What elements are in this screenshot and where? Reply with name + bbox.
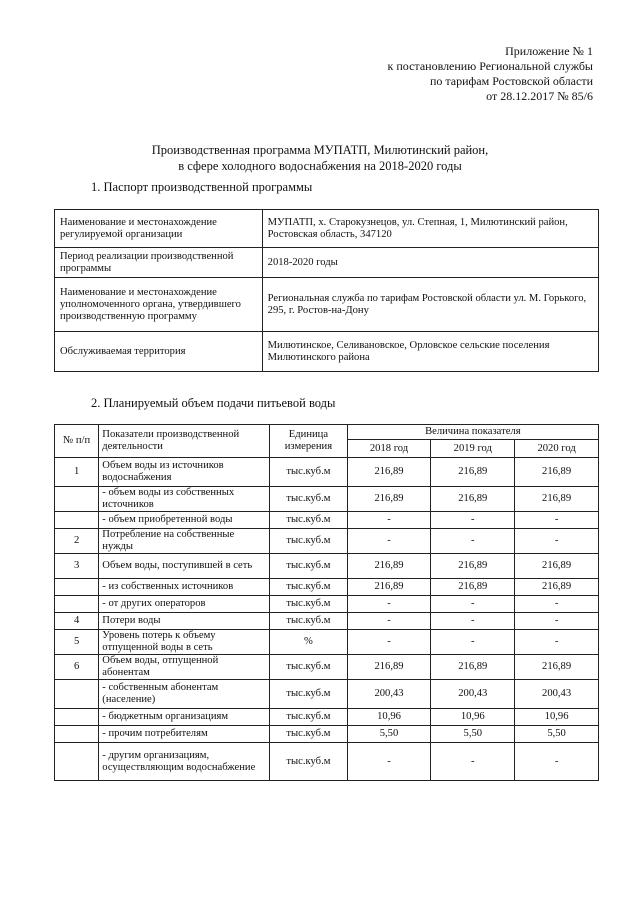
row-indicator: - от других операторов [99, 596, 270, 613]
row-value: 10,96 [431, 709, 515, 726]
row-unit: тыс.куб.м [270, 613, 347, 630]
title-line-2: в сфере холодного водоснабжения на 2018-2020 годы [178, 159, 462, 173]
row-unit: тыс.куб.м [270, 579, 347, 596]
table-row [55, 613, 599, 630]
row-value: - [431, 596, 515, 613]
col-header-unit: Единица измерения [270, 425, 347, 458]
row-value: - [347, 512, 431, 529]
row-number [55, 512, 99, 529]
col-header-num: № п/п [55, 425, 99, 458]
row-value: - [347, 613, 431, 630]
row-indicator: - собственным абонентам (население) [99, 680, 270, 709]
row-value: 216,89 [347, 554, 431, 579]
row-number [55, 726, 99, 743]
row-indicator: Потребление на собственные нужды [99, 529, 270, 554]
table-row [55, 596, 599, 613]
table-row [55, 554, 599, 579]
row-value: - [431, 512, 515, 529]
row-unit: % [270, 630, 347, 655]
row-value: - [515, 743, 599, 781]
row-number [55, 579, 99, 596]
table-row [55, 512, 599, 529]
passport-table [54, 209, 599, 372]
row-value: - [431, 630, 515, 655]
row-value: 216,89 [515, 655, 599, 680]
row-unit: тыс.куб.м [270, 458, 347, 487]
appendix-header [388, 44, 593, 104]
row-value: - [347, 630, 431, 655]
row-unit: тыс.куб.м [270, 487, 347, 512]
row-value: - [431, 743, 515, 781]
row-unit: тыс.куб.м [270, 709, 347, 726]
row-value: - [431, 613, 515, 630]
section-2-heading: 2. Планируемый объем подачи питьевой воды [91, 396, 336, 410]
row-indicator: - из собственных источников [99, 579, 270, 596]
row-number [55, 743, 99, 781]
row-indicator: Потери воды [99, 613, 270, 630]
row-indicator: - объем приобретенной воды [99, 512, 270, 529]
row-value: - [515, 512, 599, 529]
table-row [55, 332, 599, 372]
row-value: 5,50 [431, 726, 515, 743]
section-1-heading: 1. Паспорт производственной программы [91, 180, 313, 194]
row-indicator: Уровень потерь к объему отпущенной воды в сеть [99, 630, 270, 655]
row-indicator: - объем воды из собственных источников [99, 487, 270, 512]
row-number: 2 [55, 529, 99, 554]
table-row [55, 709, 599, 726]
table-row [55, 248, 599, 278]
row-indicator: Объем воды, отпущенной абонентам [99, 655, 270, 680]
row-unit: тыс.куб.м [270, 512, 347, 529]
row-number: 1 [55, 458, 99, 487]
row-value: 216,89 [515, 579, 599, 596]
passport-value: 2018-2020 годы [262, 248, 598, 278]
row-value: - [431, 529, 515, 554]
row-value: 216,89 [515, 487, 599, 512]
row-number [55, 487, 99, 512]
row-value: 216,89 [431, 655, 515, 680]
passport-key: Обслуживаемая территория [55, 332, 263, 372]
row-unit: тыс.куб.м [270, 655, 347, 680]
row-indicator: - прочим потребителям [99, 726, 270, 743]
row-value: 5,50 [515, 726, 599, 743]
row-value: 216,89 [347, 458, 431, 487]
row-value: - [515, 613, 599, 630]
passport-key: Период реализации производственной программы [55, 248, 263, 278]
row-number: 4 [55, 613, 99, 630]
table-row [55, 655, 599, 680]
row-unit: тыс.куб.м [270, 554, 347, 579]
row-value: 216,89 [347, 655, 431, 680]
table-header-row [55, 425, 599, 440]
row-value: 200,43 [431, 680, 515, 709]
row-value: 200,43 [515, 680, 599, 709]
row-value: 216,89 [515, 554, 599, 579]
table-row [55, 680, 599, 709]
row-value: - [347, 743, 431, 781]
row-unit: тыс.куб.м [270, 680, 347, 709]
row-value: - [515, 630, 599, 655]
title-line-1: Производственная программа МУПАТП, Милютинский район, [151, 143, 489, 157]
appendix-line: к постановлению Региональной службы [387, 59, 593, 73]
col-header-year: 2020 год [515, 440, 599, 458]
row-indicator: Объем воды из источников водоснабжения [99, 458, 270, 487]
appendix-line: Приложение № 1 [505, 44, 593, 58]
table-row [55, 487, 599, 512]
row-number [55, 680, 99, 709]
table-row [55, 743, 599, 781]
row-unit: тыс.куб.м [270, 743, 347, 781]
row-value: 216,89 [431, 458, 515, 487]
col-header-group: Величина показателя [347, 425, 598, 440]
appendix-line: по тарифам Ростовской области [429, 74, 593, 88]
passport-key: Наименование и местонахождение уполномоченного органа, утвердившего производственную программу [55, 278, 263, 332]
row-value: 5,50 [347, 726, 431, 743]
row-value: 216,89 [347, 487, 431, 512]
row-value: 10,96 [515, 709, 599, 726]
table-row [55, 529, 599, 554]
row-number: 3 [55, 554, 99, 579]
col-header-year: 2018 год [347, 440, 431, 458]
row-value: 216,89 [431, 554, 515, 579]
row-indicator: Объем воды, поступившей в сеть [99, 554, 270, 579]
passport-value: МУПАТП, х. Старокузнецов, ул. Степная, 1, Милютинский район, Ростовская область, 347120 [262, 210, 598, 248]
table-row [55, 579, 599, 596]
row-value: 216,89 [431, 579, 515, 596]
appendix-line: от 28.12.2017 № 85/6 [486, 89, 593, 103]
row-number [55, 596, 99, 613]
col-header-year: 2019 год [431, 440, 515, 458]
row-indicator: - другим организациям, осуществляющим водоснабжение [99, 743, 270, 781]
row-unit: тыс.куб.м [270, 529, 347, 554]
row-value: - [515, 596, 599, 613]
row-value: 216,89 [431, 487, 515, 512]
row-value: 200,43 [347, 680, 431, 709]
passport-value: Региональная служба по тарифам Ростовской области ул. М. Горького, 295, г. Ростов-на-Дону [262, 278, 598, 332]
row-indicator: - бюджетным организациям [99, 709, 270, 726]
row-value: - [347, 596, 431, 613]
row-value: - [347, 529, 431, 554]
row-value: - [515, 529, 599, 554]
water-volume-table [54, 424, 599, 781]
table-row [55, 278, 599, 332]
table-row [55, 210, 599, 248]
water-volume-body [55, 458, 599, 781]
row-value: 216,89 [515, 458, 599, 487]
col-header-name: Показатели производственной деятельности [99, 425, 270, 458]
table-row [55, 726, 599, 743]
table-row [55, 630, 599, 655]
passport-value: Милютинское, Селивановское, Орловское сельские поселения Милютинского района [262, 332, 598, 372]
row-number [55, 709, 99, 726]
row-value: 10,96 [347, 709, 431, 726]
row-value: 216,89 [347, 579, 431, 596]
table-row [55, 458, 599, 487]
document-title [0, 142, 640, 174]
passport-key: Наименование и местонахождение регулируемой организации [55, 210, 263, 248]
row-unit: тыс.куб.м [270, 596, 347, 613]
row-unit: тыс.куб.м [270, 726, 347, 743]
row-number: 5 [55, 630, 99, 655]
row-number: 6 [55, 655, 99, 680]
